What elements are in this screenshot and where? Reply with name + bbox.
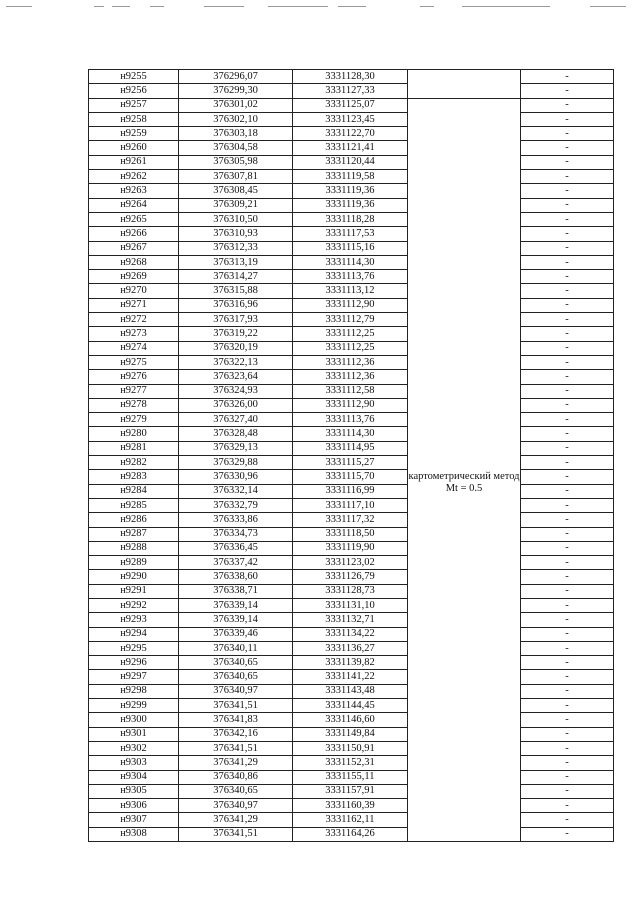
point-name-cell: н9291 — [89, 584, 179, 598]
accuracy-cell: - — [521, 184, 614, 198]
x-coordinate-cell: 376341,51 — [179, 741, 293, 755]
accuracy-cell: - — [521, 613, 614, 627]
accuracy-cell: - — [521, 799, 614, 813]
accuracy-cell: - — [521, 198, 614, 212]
x-coordinate-cell: 376301,02 — [179, 98, 293, 112]
point-name-cell: н9267 — [89, 241, 179, 255]
table-row — [89, 255, 614, 269]
accuracy-cell: - — [521, 241, 614, 255]
y-coordinate-cell: 3331112,25 — [293, 327, 408, 341]
accuracy-cell: - — [521, 112, 614, 126]
point-name-cell: н9286 — [89, 513, 179, 527]
y-coordinate-cell: 3331127,33 — [293, 84, 408, 98]
x-coordinate-cell: 376338,60 — [179, 570, 293, 584]
y-coordinate-cell: 3331112,36 — [293, 355, 408, 369]
y-coordinate-cell: 3331117,53 — [293, 227, 408, 241]
x-coordinate-cell: 376316,96 — [179, 298, 293, 312]
table-row — [89, 656, 614, 670]
point-name-cell: н9283 — [89, 470, 179, 484]
x-coordinate-cell: 376340,97 — [179, 799, 293, 813]
point-name-cell: н9263 — [89, 184, 179, 198]
point-name-cell: н9304 — [89, 770, 179, 784]
accuracy-cell: - — [521, 427, 614, 441]
y-coordinate-cell: 3331128,73 — [293, 584, 408, 598]
point-name-cell: н9279 — [89, 413, 179, 427]
x-coordinate-cell: 376340,65 — [179, 670, 293, 684]
y-coordinate-cell: 3331114,30 — [293, 255, 408, 269]
y-coordinate-cell: 3331123,45 — [293, 112, 408, 126]
point-name-cell: н9260 — [89, 141, 179, 155]
x-coordinate-cell: 376327,40 — [179, 413, 293, 427]
y-coordinate-cell: 3331114,30 — [293, 427, 408, 441]
x-coordinate-cell: 376329,88 — [179, 456, 293, 470]
table-row — [89, 827, 614, 841]
accuracy-cell: - — [521, 556, 614, 570]
accuracy-cell: - — [521, 656, 614, 670]
accuracy-cell: - — [521, 398, 614, 412]
point-name-cell: н9276 — [89, 370, 179, 384]
accuracy-cell: - — [521, 298, 614, 312]
accuracy-cell: - — [521, 327, 614, 341]
point-name-cell: н9255 — [89, 70, 179, 84]
accuracy-cell: - — [521, 827, 614, 841]
y-coordinate-cell: 3331112,25 — [293, 341, 408, 355]
table-row — [89, 699, 614, 713]
x-coordinate-cell: 376341,83 — [179, 713, 293, 727]
accuracy-cell: - — [521, 212, 614, 226]
accuracy-cell: - — [521, 170, 614, 184]
accuracy-cell: - — [521, 441, 614, 455]
y-coordinate-cell: 3331119,90 — [293, 541, 408, 555]
x-coordinate-cell: 376304,58 — [179, 141, 293, 155]
table-row — [89, 741, 614, 755]
table-row — [89, 198, 614, 212]
point-name-cell: н9305 — [89, 784, 179, 798]
x-coordinate-cell: 376339,14 — [179, 598, 293, 612]
y-coordinate-cell: 3331126,79 — [293, 570, 408, 584]
point-name-cell: н9292 — [89, 598, 179, 612]
y-coordinate-cell: 3331155,11 — [293, 770, 408, 784]
y-coordinate-cell: 3331122,70 — [293, 127, 408, 141]
accuracy-cell: - — [521, 127, 614, 141]
x-coordinate-cell: 376299,30 — [179, 84, 293, 98]
method-cell-empty — [408, 70, 521, 99]
table-row — [89, 184, 614, 198]
point-name-cell: н9265 — [89, 212, 179, 226]
y-coordinate-cell: 3331146,60 — [293, 713, 408, 727]
y-coordinate-cell: 3331116,99 — [293, 484, 408, 498]
y-coordinate-cell: 3331149,84 — [293, 727, 408, 741]
y-coordinate-cell: 3331141,22 — [293, 670, 408, 684]
point-name-cell: н9275 — [89, 355, 179, 369]
y-coordinate-cell: 3331112,90 — [293, 398, 408, 412]
x-coordinate-cell: 376332,79 — [179, 498, 293, 512]
y-coordinate-cell: 3331132,71 — [293, 613, 408, 627]
x-coordinate-cell: 376340,65 — [179, 656, 293, 670]
y-coordinate-cell: 3331144,45 — [293, 699, 408, 713]
point-name-cell: н9297 — [89, 670, 179, 684]
accuracy-cell: - — [521, 155, 614, 169]
coordinates-table — [88, 69, 614, 842]
x-coordinate-cell: 376336,45 — [179, 541, 293, 555]
y-coordinate-cell: 3331113,12 — [293, 284, 408, 298]
point-name-cell: н9257 — [89, 98, 179, 112]
accuracy-cell: - — [521, 98, 614, 112]
x-coordinate-cell: 376329,13 — [179, 441, 293, 455]
point-name-cell: н9284 — [89, 484, 179, 498]
table-row — [89, 727, 614, 741]
x-coordinate-cell: 376307,81 — [179, 170, 293, 184]
accuracy-cell: - — [521, 570, 614, 584]
x-coordinate-cell: 376323,64 — [179, 370, 293, 384]
accuracy-cell: - — [521, 813, 614, 827]
y-coordinate-cell: 3331150,91 — [293, 741, 408, 755]
y-coordinate-cell: 3331123,02 — [293, 556, 408, 570]
accuracy-cell: - — [521, 355, 614, 369]
accuracy-cell: - — [521, 456, 614, 470]
table-row — [89, 155, 614, 169]
y-coordinate-cell: 3331139,82 — [293, 656, 408, 670]
accuracy-cell: - — [521, 84, 614, 98]
accuracy-cell: - — [521, 713, 614, 727]
x-coordinate-cell: 376317,93 — [179, 313, 293, 327]
accuracy-cell: - — [521, 727, 614, 741]
accuracy-cell: - — [521, 341, 614, 355]
table-row — [89, 484, 614, 498]
table-row — [89, 613, 614, 627]
point-name-cell: н9266 — [89, 227, 179, 241]
point-name-cell: н9308 — [89, 827, 179, 841]
point-name-cell: н9256 — [89, 84, 179, 98]
scan-artifact-marks — [0, 6, 640, 10]
point-name-cell: н9264 — [89, 198, 179, 212]
x-coordinate-cell: 376340,86 — [179, 770, 293, 784]
y-coordinate-cell: 3331136,27 — [293, 641, 408, 655]
table-row — [89, 241, 614, 255]
table-row — [89, 684, 614, 698]
table-row — [89, 313, 614, 327]
accuracy-cell: - — [521, 527, 614, 541]
point-name-cell: н9262 — [89, 170, 179, 184]
accuracy-cell: - — [521, 284, 614, 298]
point-name-cell: н9282 — [89, 456, 179, 470]
point-name-cell: н9269 — [89, 270, 179, 284]
table-row — [89, 427, 614, 441]
point-name-cell: н9298 — [89, 684, 179, 698]
table-row — [89, 770, 614, 784]
x-coordinate-cell: 376312,33 — [179, 241, 293, 255]
table-row — [89, 441, 614, 455]
point-name-cell: н9300 — [89, 713, 179, 727]
table-row — [89, 127, 614, 141]
accuracy-cell: - — [521, 384, 614, 398]
point-name-cell: н9273 — [89, 327, 179, 341]
table-row — [89, 470, 614, 484]
accuracy-cell: - — [521, 413, 614, 427]
method-cell: картометрический метод Mt = 0.5 — [408, 98, 521, 841]
y-coordinate-cell: 3331119,58 — [293, 170, 408, 184]
point-name-cell: н9302 — [89, 741, 179, 755]
table-row — [89, 112, 614, 126]
x-coordinate-cell: 376341,29 — [179, 813, 293, 827]
point-name-cell: н9271 — [89, 298, 179, 312]
point-name-cell: н9268 — [89, 255, 179, 269]
table-row — [89, 270, 614, 284]
x-coordinate-cell: 376302,10 — [179, 112, 293, 126]
point-name-cell: н9274 — [89, 341, 179, 355]
point-name-cell: н9301 — [89, 727, 179, 741]
y-coordinate-cell: 3331152,31 — [293, 756, 408, 770]
table-row — [89, 284, 614, 298]
x-coordinate-cell: 376310,50 — [179, 212, 293, 226]
accuracy-cell: - — [521, 270, 614, 284]
y-coordinate-cell: 3331118,50 — [293, 527, 408, 541]
y-coordinate-cell: 3331120,44 — [293, 155, 408, 169]
table-row — [89, 212, 614, 226]
accuracy-cell: - — [521, 670, 614, 684]
point-name-cell: н9287 — [89, 527, 179, 541]
x-coordinate-cell: 376305,98 — [179, 155, 293, 169]
x-coordinate-cell: 376296,07 — [179, 70, 293, 84]
table-row — [89, 456, 614, 470]
point-name-cell: н9270 — [89, 284, 179, 298]
point-name-cell: н9258 — [89, 112, 179, 126]
x-coordinate-cell: 376326,00 — [179, 398, 293, 412]
table-row — [89, 227, 614, 241]
table-row — [89, 713, 614, 727]
table-row — [89, 498, 614, 512]
y-coordinate-cell: 3331117,10 — [293, 498, 408, 512]
x-coordinate-cell: 376320,19 — [179, 341, 293, 355]
x-coordinate-cell: 376319,22 — [179, 327, 293, 341]
y-coordinate-cell: 3331114,95 — [293, 441, 408, 455]
point-name-cell: н9303 — [89, 756, 179, 770]
y-coordinate-cell: 3331118,28 — [293, 212, 408, 226]
y-coordinate-cell: 3331112,90 — [293, 298, 408, 312]
table-row — [89, 784, 614, 798]
accuracy-cell: - — [521, 784, 614, 798]
table-row — [89, 370, 614, 384]
accuracy-cell: - — [521, 313, 614, 327]
point-name-cell: н9288 — [89, 541, 179, 555]
y-coordinate-cell: 3331131,10 — [293, 598, 408, 612]
x-coordinate-cell: 376314,27 — [179, 270, 293, 284]
x-coordinate-cell: 376341,29 — [179, 756, 293, 770]
table-row — [89, 141, 614, 155]
table-row — [89, 413, 614, 427]
point-name-cell: н9295 — [89, 641, 179, 655]
table-row — [89, 355, 614, 369]
point-name-cell: н9289 — [89, 556, 179, 570]
table-row — [89, 570, 614, 584]
table-row — [89, 627, 614, 641]
y-coordinate-cell: 3331143,48 — [293, 684, 408, 698]
accuracy-cell: - — [521, 470, 614, 484]
table-row — [89, 756, 614, 770]
point-name-cell: н9281 — [89, 441, 179, 455]
x-coordinate-cell: 376332,14 — [179, 484, 293, 498]
accuracy-cell: - — [521, 684, 614, 698]
x-coordinate-cell: 376342,16 — [179, 727, 293, 741]
y-coordinate-cell: 3331134,22 — [293, 627, 408, 641]
table-row — [89, 799, 614, 813]
accuracy-cell: - — [521, 741, 614, 755]
x-coordinate-cell: 376309,21 — [179, 198, 293, 212]
point-name-cell: н9278 — [89, 398, 179, 412]
table-row — [89, 84, 614, 98]
point-name-cell: н9306 — [89, 799, 179, 813]
x-coordinate-cell: 376340,97 — [179, 684, 293, 698]
accuracy-cell: - — [521, 513, 614, 527]
y-coordinate-cell: 3331160,39 — [293, 799, 408, 813]
x-coordinate-cell: 376341,51 — [179, 699, 293, 713]
x-coordinate-cell: 376340,11 — [179, 641, 293, 655]
y-coordinate-cell: 3331121,41 — [293, 141, 408, 155]
x-coordinate-cell: 376313,19 — [179, 255, 293, 269]
table-row — [89, 541, 614, 555]
point-name-cell: н9293 — [89, 613, 179, 627]
accuracy-cell: - — [521, 770, 614, 784]
point-name-cell: н9299 — [89, 699, 179, 713]
table-row — [89, 398, 614, 412]
point-name-cell: н9294 — [89, 627, 179, 641]
x-coordinate-cell: 376341,51 — [179, 827, 293, 841]
y-coordinate-cell: 3331115,70 — [293, 470, 408, 484]
x-coordinate-cell: 376340,65 — [179, 784, 293, 798]
y-coordinate-cell: 3331115,16 — [293, 241, 408, 255]
y-coordinate-cell: 3331164,26 — [293, 827, 408, 841]
table-row — [89, 813, 614, 827]
table-row — [89, 670, 614, 684]
accuracy-cell: - — [521, 227, 614, 241]
table-row — [89, 641, 614, 655]
y-coordinate-cell: 3331157,91 — [293, 784, 408, 798]
y-coordinate-cell: 3331162,11 — [293, 813, 408, 827]
point-name-cell: н9307 — [89, 813, 179, 827]
point-name-cell: н9280 — [89, 427, 179, 441]
x-coordinate-cell: 376303,18 — [179, 127, 293, 141]
y-coordinate-cell: 3331125,07 — [293, 98, 408, 112]
accuracy-cell: - — [521, 627, 614, 641]
coordinates-table-body — [89, 70, 614, 842]
y-coordinate-cell: 3331115,27 — [293, 456, 408, 470]
x-coordinate-cell: 376308,45 — [179, 184, 293, 198]
accuracy-cell: - — [521, 584, 614, 598]
table-row — [89, 170, 614, 184]
y-coordinate-cell: 3331112,58 — [293, 384, 408, 398]
table-row — [89, 341, 614, 355]
accuracy-cell: - — [521, 498, 614, 512]
accuracy-cell: - — [521, 484, 614, 498]
table-row — [89, 98, 614, 112]
y-coordinate-cell: 3331112,79 — [293, 313, 408, 327]
x-coordinate-cell: 376339,46 — [179, 627, 293, 641]
accuracy-cell: - — [521, 141, 614, 155]
y-coordinate-cell: 3331128,30 — [293, 70, 408, 84]
table-row — [89, 513, 614, 527]
x-coordinate-cell: 376315,88 — [179, 284, 293, 298]
accuracy-cell: - — [521, 756, 614, 770]
x-coordinate-cell: 376328,48 — [179, 427, 293, 441]
x-coordinate-cell: 376330,96 — [179, 470, 293, 484]
table-row — [89, 598, 614, 612]
point-name-cell: н9290 — [89, 570, 179, 584]
y-coordinate-cell: 3331117,32 — [293, 513, 408, 527]
accuracy-cell: - — [521, 70, 614, 84]
point-name-cell: н9272 — [89, 313, 179, 327]
table-row — [89, 584, 614, 598]
x-coordinate-cell: 376339,14 — [179, 613, 293, 627]
x-coordinate-cell: 376324,93 — [179, 384, 293, 398]
x-coordinate-cell: 376334,73 — [179, 527, 293, 541]
point-name-cell: н9261 — [89, 155, 179, 169]
point-name-cell: н9296 — [89, 656, 179, 670]
accuracy-cell: - — [521, 598, 614, 612]
table-row — [89, 327, 614, 341]
y-coordinate-cell: 3331119,36 — [293, 184, 408, 198]
table-row — [89, 298, 614, 312]
accuracy-cell: - — [521, 641, 614, 655]
x-coordinate-cell: 376338,71 — [179, 584, 293, 598]
y-coordinate-cell: 3331119,36 — [293, 198, 408, 212]
point-name-cell: н9277 — [89, 384, 179, 398]
table-row — [89, 70, 614, 84]
point-name-cell: н9285 — [89, 498, 179, 512]
accuracy-cell: - — [521, 255, 614, 269]
x-coordinate-cell: 376337,42 — [179, 556, 293, 570]
x-coordinate-cell: 376322,13 — [179, 355, 293, 369]
x-coordinate-cell: 376333,86 — [179, 513, 293, 527]
point-name-cell: н9259 — [89, 127, 179, 141]
table-row — [89, 384, 614, 398]
table-row — [89, 556, 614, 570]
y-coordinate-cell: 3331112,36 — [293, 370, 408, 384]
table-row — [89, 527, 614, 541]
accuracy-cell: - — [521, 541, 614, 555]
accuracy-cell: - — [521, 370, 614, 384]
y-coordinate-cell: 3331113,76 — [293, 413, 408, 427]
y-coordinate-cell: 3331113,76 — [293, 270, 408, 284]
accuracy-cell: - — [521, 699, 614, 713]
x-coordinate-cell: 376310,93 — [179, 227, 293, 241]
